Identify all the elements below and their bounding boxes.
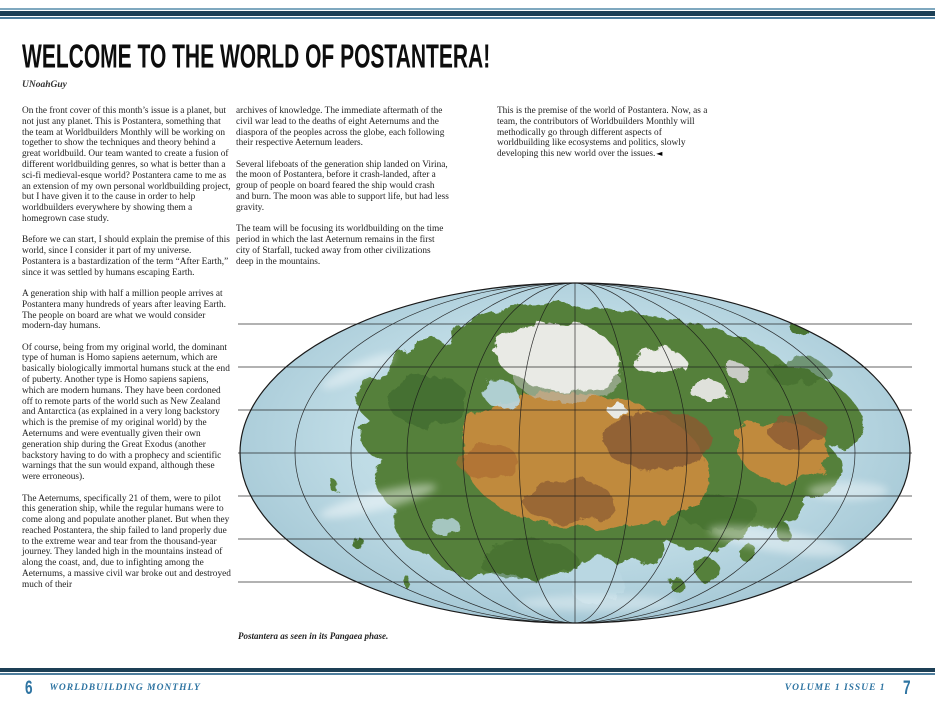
top-rule <box>0 8 935 19</box>
article-column-2 <box>236 106 449 278</box>
footer <box>0 678 935 698</box>
paragraph: The Aeternums, specifically 21 of them, were to pilot this generation ship, while the regular humans were to come along and populate another planet. But when they reached Postantera, the ship failed to land properly due to the extreme wear and tear from the thousand-year journey. They landed high in the mountains instead of along the coast, and, due to infighting among the Aeternums, a massive civil war broke out and destroyed much of their <box>22 493 231 590</box>
article-column-3 <box>497 106 708 170</box>
footer-right <box>785 678 911 698</box>
paragraph: Several lifeboats of the generation ship landed on Virina, the moon of Postantera, before it crash-landed, after a group of people on board feared the ship would crash and burn. The moon was able to support life, but had less gravity. <box>236 159 449 213</box>
paragraph: This is the premise of the world of Postantera. Now, as a team, the contributors of Worldbuilders Monthly will methodically go through different aspects of worldbuilding like ecosystems and politics, slowly developing this new world over the issues.◄ <box>497 106 708 160</box>
page-number-right: 7 <box>902 676 911 699</box>
paragraph: The team will be focusing its worldbuilding on the time period in which the last Aeternum remains in the first city of Starfall, tucked away from other civilizations deep in the mountains. <box>236 224 444 267</box>
page-title-text: WELCOME TO THE WORLD OF POSTANTERA! <box>22 38 491 75</box>
article-end-mark-icon: ◄ <box>656 149 663 159</box>
paragraph: Of course, being from my original world, the dominant type of human is Homo sapiens aeternum, which are basically biologically immortal humans stuck at the end of puberty. Another type is Homo sapiens sapiens, which are modern humans. They have been cordoned off to remote parts of the world such as New Zealand and Antarctica (as explained in a very long backstory which is the premise of my original world) by the Aeternums and were eventually given their own generation ship during the Great Exodus (another backstory having to do with a prophecy and scientific warnings that the sun would expand, although these were erroneous). <box>22 342 230 483</box>
planet-map <box>238 281 912 625</box>
paragraph: On the front cover of this month’s issue is a planet, but not just any planet. This is Postantera, something that the team at Worldbuilders Monthly will be working on together to show the techniques and theory behind a great worldbuild. Our team wanted to create a fusion of different worldbuilding genres, so what is better than a sci-fi medieval-esque world? Postantera came to me as an extension of my own personal worldbuilding project, but I have given it to the cause in order to help worldbuilders everywhere by showing them a homegrown case study. <box>22 106 231 224</box>
page-number-left: 6 <box>24 676 33 699</box>
author-byline: UNoahGuy <box>22 80 67 90</box>
page-title <box>22 38 646 75</box>
article-column-1 <box>22 106 231 601</box>
map-caption: Postantera as seen in its Pangaea phase. <box>238 631 389 641</box>
footer-left <box>24 678 201 698</box>
footer-volume-issue: VOLUME 1 ISSUE 1 <box>784 683 886 693</box>
paragraph: archives of knowledge. The immediate aftermath of the civil war lead to the deaths of eight Aeternums and the diaspora of the peoples across the globe, each following their respective Aeternum leaders. <box>236 106 445 149</box>
planet-map-svg <box>238 281 912 625</box>
paragraph: A generation ship with half a million people arrives at Postantera many hundreds of years after leaving Earth. The people on board are what we would consider modern-day humans. <box>22 288 226 332</box>
footer-magazine-title: WORLDBUILDING MONTHLY <box>49 683 201 693</box>
footer-rule <box>0 668 935 675</box>
paragraph: Before we can start, I should explain the premise of this world, since I consider it part of my universe. Postantera is a bastardization of the term “After Earth,” since it was settled by humans escaping Earth. <box>22 235 230 278</box>
